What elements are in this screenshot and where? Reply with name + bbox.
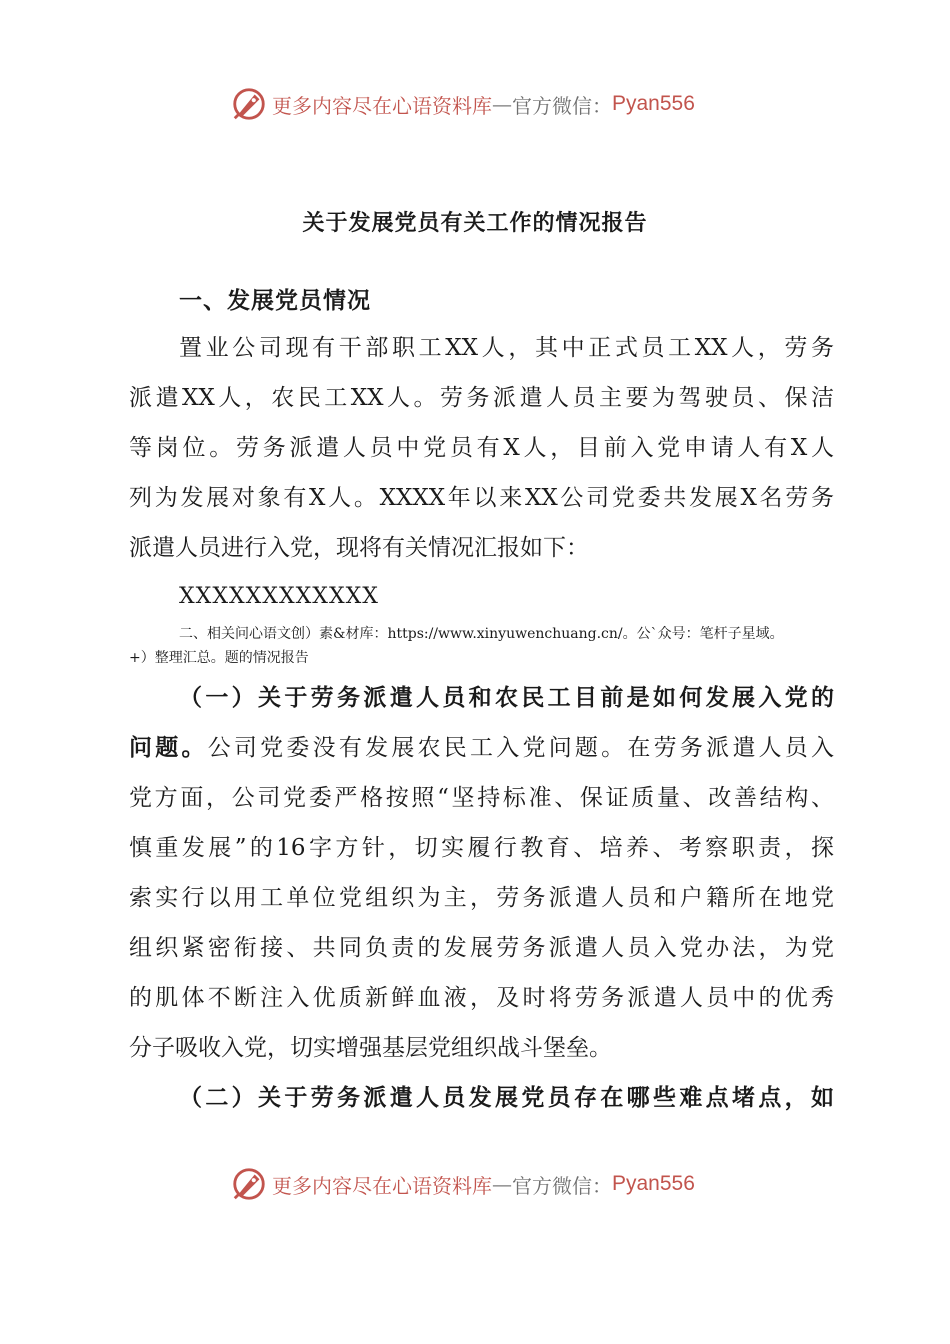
subsection-heading-1: （一）关于劳务派遣人员和农民工目前是如何发展入党的 — [179, 685, 834, 711]
pen-nib-logo-icon — [230, 85, 268, 123]
paragraph-line: 列为发展对象有X人。XXXX年以来XX公司党委共发展X名劳务 — [129, 485, 834, 511]
paragraph-line-rest: 公司党委没有发展农民工入党问题。在劳务派遣人员入 — [207, 735, 835, 761]
inserted-note-line: 二、相关问心语文创）素&材库：https://www.xinyuwenchuang.cn/。公`众号：笔杆子星域。 — [179, 626, 784, 642]
paragraph-line: 的肌体不断注入优质新鲜血液，及时将劳务派遣人员中的优秀 — [129, 985, 834, 1011]
paragraph-line: 分子吸收入党，切实增强基层党组织战斗堡垒。 — [129, 1035, 612, 1061]
paragraph-line: 等岗位。劳务派遣人员中党员有X人，目前入党申请人有X人 — [129, 435, 834, 461]
watermark-contact-label: 官方微信： — [512, 93, 612, 118]
paragraph-line: 组织紧密衔接、共同负责的发展劳务派遣人员入党办法，为党 — [129, 935, 834, 961]
subsection-heading-1-tail: 问题。 — [129, 735, 208, 761]
footer-watermark — [230, 1164, 695, 1204]
watermark-text: 更多内容尽在心语资料库 — [272, 1173, 492, 1198]
watermark-text: 更多内容尽在心语资料库 — [272, 93, 492, 118]
paragraph-line: 派遣人员进行入党，现将有关情况汇报如下： — [129, 535, 589, 561]
pen-nib-logo-icon — [230, 1165, 268, 1203]
paragraph-line: 置业公司现有干部职工XX人，其中正式员工XX人，劳务 — [179, 335, 834, 361]
watermark-contact-id: Pyan556 — [612, 1172, 695, 1195]
document-title: 关于发展党员有关工作的情况报告 — [302, 211, 648, 236]
paragraph-line: 慎重发展”的16字方针，切实履行教育、培养、考察职责，探 — [129, 835, 834, 861]
header-watermark — [230, 84, 695, 124]
watermark-separator: — — [492, 92, 512, 116]
inserted-note-line: +）整理汇总。题的情况报告 — [129, 650, 309, 666]
watermark-contact-label: 官方微信： — [512, 1173, 612, 1198]
placeholder-line: XXXXXXXXXXXX — [179, 584, 379, 609]
paragraph-line — [129, 732, 834, 764]
paragraph-line: 党方面，公司党委严格按照“坚持标准、保证质量、改善结构、 — [129, 785, 834, 811]
watermark-contact-id: Pyan556 — [612, 92, 695, 115]
watermark-separator: — — [492, 1172, 512, 1196]
paragraph-line: 派遣XX人，农民工XX人。劳务派遣人员主要为驾驶员、保洁 — [129, 385, 834, 411]
paragraph-line: 索实行以用工单位党组织为主，劳务派遣人员和户籍所在地党 — [129, 885, 834, 911]
section-heading-1: 一、发展党员情况 — [179, 288, 371, 314]
subsection-heading-2: （二）关于劳务派遣人员发展党员存在哪些难点堵点，如 — [179, 1085, 834, 1111]
